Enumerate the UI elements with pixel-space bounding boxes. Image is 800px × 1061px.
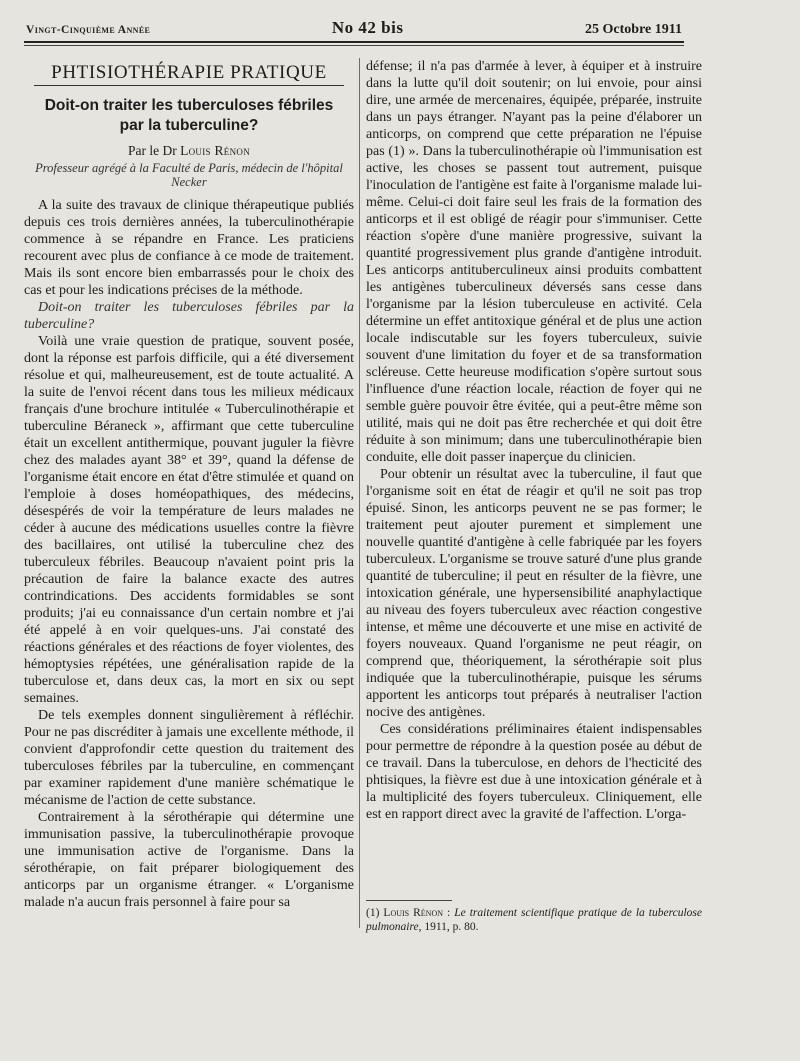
byline-author: Louis Rénon <box>180 143 251 158</box>
header-date: 25 Octobre 1911 <box>585 22 682 37</box>
column-divider <box>359 58 360 928</box>
footnote-work-title: Le traitement scientifique pratique de la tuberculose pulmonaire <box>366 907 702 933</box>
paragraph: Pour obtenir un résultat avec la tuberculine, il faut que l'organisme soit en état de réagir et qu'il ne soit pas trop épuisé. Sinon, les anticorps peuvent ne se pas former; le traitement peut ajouter purement et simplement une nouvelle quantité d'antigène à celle fabriquée par les foyers tuberculeux. L'organisme se trouve saturé d'une plus grande quantité de tuberculine; il peut en résulter de la fièvre, une intoxication générale, une hypersensibilité anaphylactique au niveau des foyers tuberculeux avec réaction congestive intense, et même une découverte et une mise en activité de foyers nouveaux. Quand l'organisme ne peut réagir, on comprend que, théoriquement, la sérothérapie soit plus indiquée que la tuberculinothérapie, puisque les sérums apportent les anticorps tout préparés à neutraliser l'action nocive des antigènes. <box>366 467 702 720</box>
paragraph: Ces considérations préliminaires étaient indispensables pour permettre de répondre à la question posée au début de ce travail. Dans la tuberculose, en dehors de l'hecticité des phtisiques, la fièvre est due à une intoxication générale et à la multiplicité des foyers tuberculeux. Cliniquement, elle est en rapport direct avec la gravité de l'affection. L'orga- <box>366 722 702 822</box>
header-rule-thin <box>24 45 684 46</box>
paragraph: défense; il n'a pas d'armée à lever, à équiper et à instruire dans la lutte qu'il doit soutenir; on lui envoie, pour ainsi dire, une armée de mercenaires, équipée, préparée, instruite dans un pays étranger. N'ayant pas la peine d'élaborer un anticorps, on comprend que cette préparation ne l'épuise pas (1) ». Dans la tuberculinothérapie où l'immunisation est active, les choses se passent tout autrement, puisque l'inoculation de l'antigène est faite à l'organisme malade lui-même. Celui-ci doit faire seul les frais de la formation des anticorps et il est obligé de réagir pour s'immuniser. Cette réaction s'opère d'une manière progressive, suivant la quantité progressivement plus grande d'antigène introduit. Les anticorps antituberculineux ainsi produits combattent les antigènes tuberculineux déversés sans cesse dans l'organisme par la lésion tuberculeuse en activité. Cela détermine un effet antitoxique général et de plus une action locale indiscutable sur les foyers tuberculeux, suivie souvent d'une limitation du foyer et de sa transformation scléreuse. Cette heureuse modification s'opère surtout sous l'influence d'une réaction locale, réaction de foyer qui ne semble guère pouvoir être évitée, qui a peut-être même son utilité, mais qui ne doit pas être recherchée et qui doit être réduite à son minimum; dans une tuberculinothérapie bien conduite, elle doit passer inaperçue du clinicien. <box>366 59 702 465</box>
paragraph: A la suite des travaux de clinique thérapeutique publiés depuis ces trois dernières années, la tuberculinothérapie commence à se répandre en France. Les praticiens recourent avec plus de confiance à ce mode de traitement. Mais ils sont encore bien embarrassés pour le choix des cas et pour les indications précises de la méthode. <box>24 198 354 298</box>
paragraph: De tels exemples donnent singulièrement à réfléchir. Pour ne pas discréditer à jamais une excellente méthode, il convient d'approfondir cette question du traitement des tuberculoses fébriles par la tuberculine, en commençant par examiner rapidement d'une manière schématique le mécanisme de l'action de cette substance. <box>24 708 354 808</box>
header-volume: Vingt-Cinquième Année <box>26 24 151 36</box>
paragraph: Contrairement à la sérothérapie qui détermine une immunisation passive, la tuberculinothérapie provoque une immunisation active de l'organisme. Dans la sérothérapie, on fait préparer biologiquement des anticorps par un organisme étranger. « L'organisme malade n'a aucun frais personnel à faire pour sa <box>24 810 354 910</box>
section-title-rule <box>34 85 344 86</box>
footnote: (1) Louis Rénon : Le traitement scientifique pratique de la tuberculose pulmonaire, 1911, p. 80. <box>366 907 702 933</box>
article-title-line2: par la tuberculine? <box>119 117 259 134</box>
footnote-author: Louis Rénon <box>383 907 444 919</box>
header-issue-number: No 42 bis <box>331 18 404 37</box>
paragraph: Voilà une vraie question de pratique, souvent posée, dont la réponse est parfois difficile, qui a été diversement résolue et qui, malheureusement, est de toute actualité. A la suite de l'envoi récent dans tous les milieux médicaux français d'une brochure intitulée « Tuberculinothérapie et tuberculine Béraneck », affirmant que cette tuberculine était un excellent antithermique, pouvant juguler la fièvre chez des malades ayant 38° et 39°, quand la défense de l'organisme était encore en état d'être stimulée et quand on l'emploie à doses homéopathiques, des médecins, désespérés de voir la température de leurs malades ne céder à aucune des médications usuelles contre la fièvre des bacillaires, ont utilisé la tuberculine chez des tuberculeux fébriles. Beaucoup n'avaient point pris la précaution de faire la balance exacte des autres contrindications. Des accidents formidables se sont produits; j'ai eu connaissance d'un certain nombre et j'ai été appelé à en voir quelques-uns. J'ai constaté des réactions générales et des réactions de foyer violentes, des hémoptysies répétées, une généralisation rapide de la tuberculose et, dans deux cas, la mort en six ou sept semaines. <box>24 334 354 706</box>
running-header <box>26 18 682 40</box>
question-paragraph: Doit-on traiter les tuberculoses fébriles par la tuberculine? <box>24 300 354 332</box>
left-column <box>24 58 354 911</box>
footnote-rule <box>366 900 452 901</box>
footnote-marker: (1) <box>366 907 380 919</box>
section-title: PHTISIOTHÉRAPIE PRATIQUE <box>51 62 327 83</box>
header-rule-thick <box>24 41 684 43</box>
article-title-line1: Doit-on traiter les tuberculoses fébriles <box>44 97 334 114</box>
byline-prefix: Par le Dr <box>127 143 177 158</box>
byline <box>24 142 354 159</box>
right-column <box>366 58 702 823</box>
author-affiliation: Professeur agrégé à la Faculté de Paris, médecin de l'hôpital Necker <box>35 161 343 189</box>
article-title <box>44 96 334 136</box>
footnote-reference: , 1911, p. 80. <box>418 921 479 933</box>
